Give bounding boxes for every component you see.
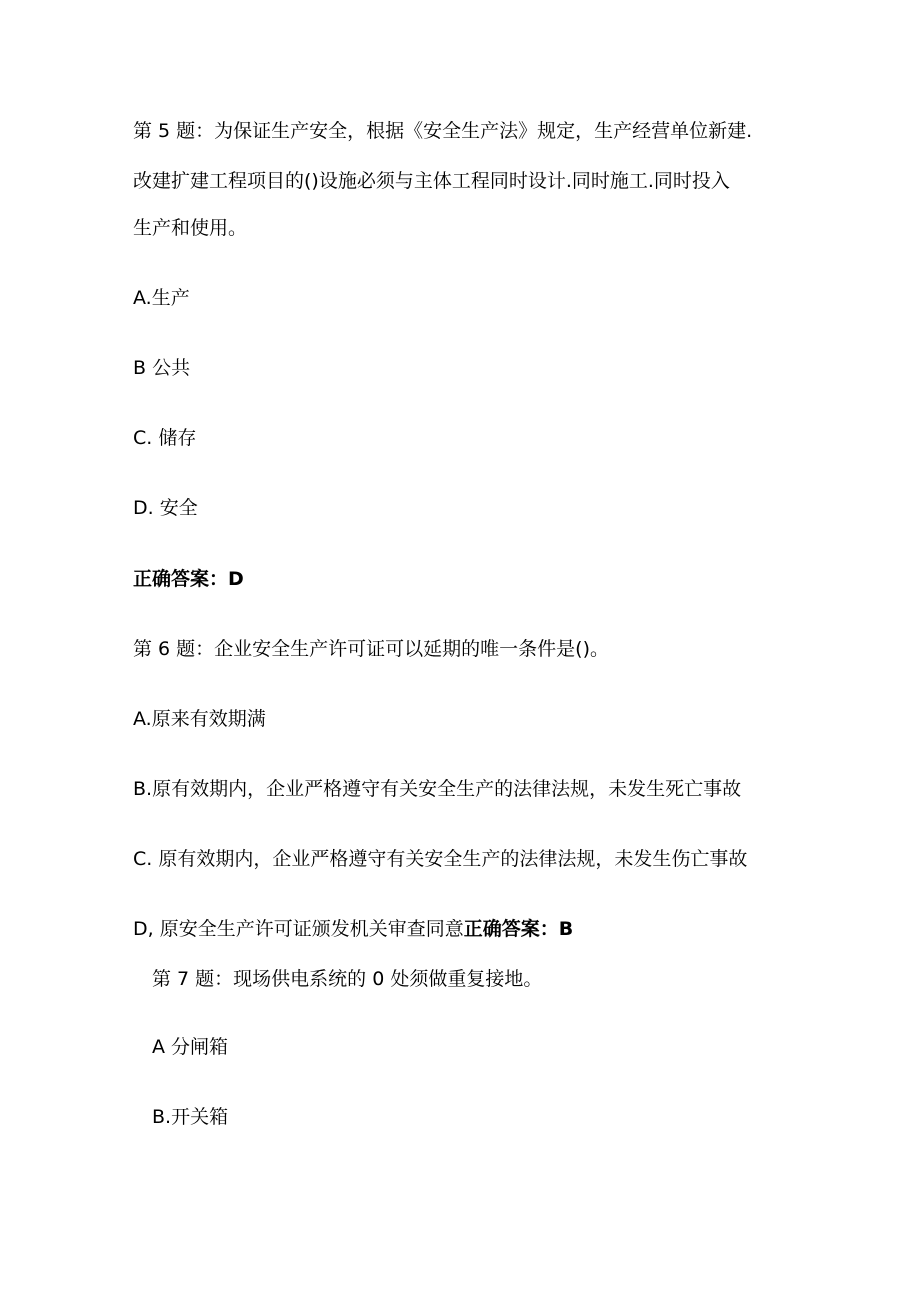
q5-stem-line-2: 改建扩建工程项目的()设施必须与主体工程同时设计.同时施工.同时投入: [133, 170, 730, 192]
q5-answer: 正确答案：D: [133, 568, 244, 590]
q6-option-b: B.原有效期内，企业严格遵守有关安全生产的法律法规，未发生死亡事故: [133, 778, 742, 800]
q7-option-a: A 分闸箱: [152, 1036, 229, 1058]
q5-option-a: A.生产: [133, 287, 190, 309]
q5-stem-line-1: 第 5 题：为保证生产安全，根据《安全生产法》规定，生产经营单位新建.: [133, 120, 753, 142]
q5-stem-line-3: 生产和使用。: [133, 217, 248, 239]
q6-option-d: D, 原安全生产许可证颁发机关审查同意: [133, 918, 464, 940]
q5-option-c: C. 储存: [133, 427, 197, 449]
q7-option-b: B.开关箱: [152, 1106, 229, 1128]
q6-option-c: C. 原有效期内，企业严格遵守有关安全生产的法律法规，未发生伤亡事故: [133, 848, 748, 870]
q6-option-d-and-answer: [133, 917, 573, 941]
q7-stem: 第 7 题：现场供电系统的 0 处须做重复接地。: [152, 968, 543, 990]
q5-option-d: D. 安全: [133, 497, 198, 519]
q6-answer: 正确答案：B: [463, 918, 574, 940]
q6-option-a: A.原来有效期满: [133, 708, 266, 730]
q5-option-b: B 公共: [133, 357, 191, 379]
q6-stem: 第 6 题：企业安全生产许可证可以延期的唯一条件是()。: [133, 638, 609, 660]
